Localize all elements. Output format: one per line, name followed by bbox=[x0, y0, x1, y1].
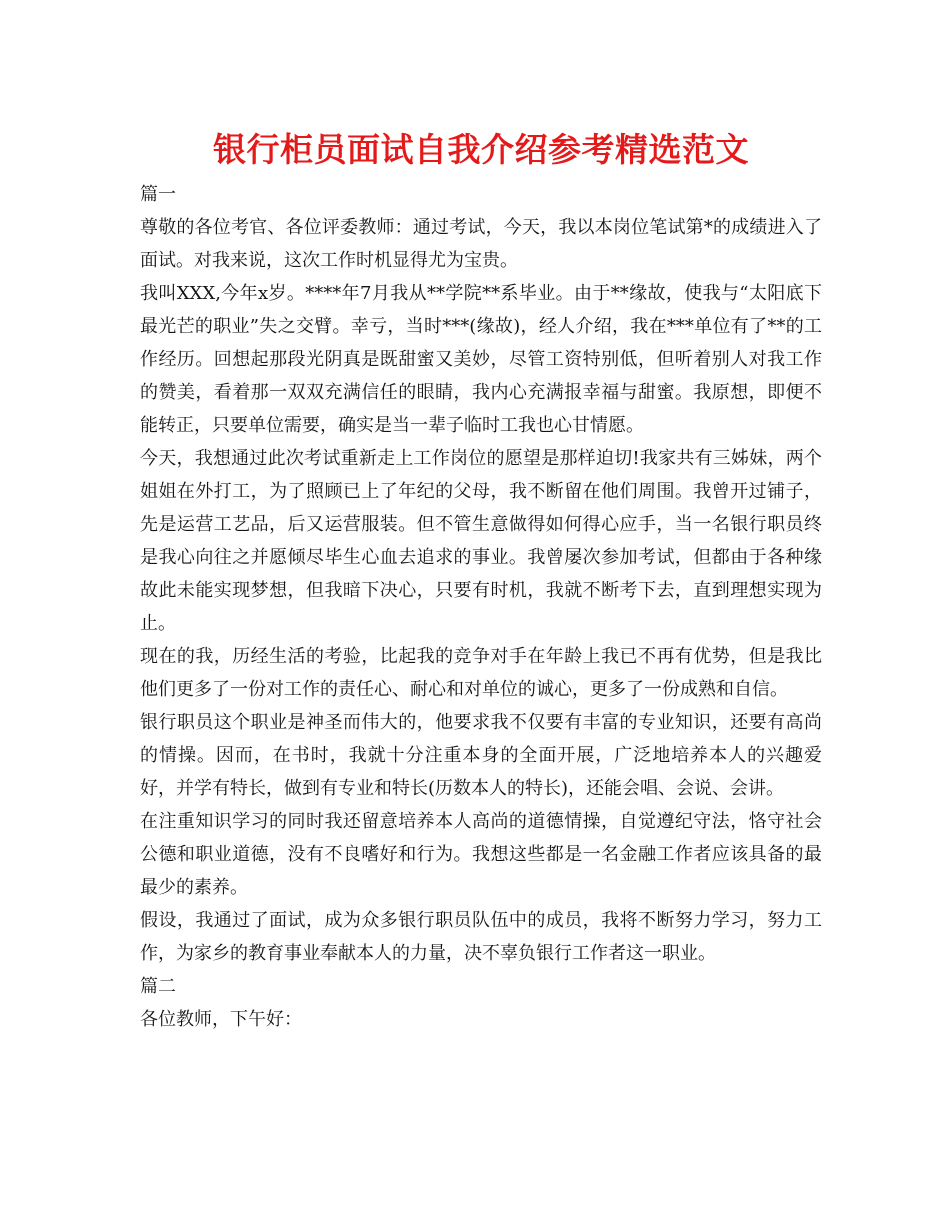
paragraph: 在注重知识学习的同时我还留意培养本人高尚的道德情操，自觉遵纪守法，恪守社会公德和职业道德，没有不良嗜好和行为。我想这些都是一名金融工作者应该具备的最最少的素养。 bbox=[140, 811, 822, 898]
paragraph: 各位教师，下午好： bbox=[140, 1009, 302, 1030]
document-title: 银行柜员面试自我介绍参考精选范文 bbox=[213, 130, 749, 169]
paragraph: 假设，我通过了面试，成为众多银行职员队伍中的成员，我将不断努力学习，努力工作，为家乡的教育事业奉献本人的力量，决不辜负银行工作者这一职业。 bbox=[140, 910, 822, 964]
paragraph: 尊敬的各位考官、各位评委教师：通过考试，今天，我以本岗位笔试第*的成绩进入了面试。对我来说，这次工作时机显得尤为宝贵。 bbox=[140, 217, 822, 271]
paragraph: 我叫XXX,今年x岁。****年7月我从**学院**系毕业。由于**缘故，使我与“太阳底下最光芒的职业”失之交臂。幸亏，当时***(缘故)，经人介绍，我在***单位有了**的工作经历。回想起那段光阴真是既甜蜜又美妙，尽管工资特别低，但听着别人对我工作的赞美，看着那一双双充满信任的眼睛，我内心充满报幸福与甜蜜。我原想，即便不能转正，只要单位需要，确实是当一辈子临时工我也心甘情愿。 bbox=[140, 283, 822, 436]
paragraph: 今天，我想通过此次考试重新走上工作岗位的愿望是那样迫切!我家共有三姊妹，两个姐姐在外打工，为了照顾已上了年纪的父母，我不断留在他们周围。我曾开过铺子，先是运营工艺品，后又运营服装。但不管生意做得如何得心应手，当一名银行职员终是我心向往之并愿倾尽毕生心血去追求的事业。我曾屡次参加考试，但都由于各种缘故此未能实现梦想，但我暗下决心，只要有时机，我就不断考下去，直到理想实现为止。 bbox=[140, 448, 822, 634]
section-heading-1: 篇一 bbox=[140, 184, 176, 205]
paragraph: 现在的我，历经生活的考验，比起我的竞争对手在年龄上我已不再有优势，但是我比他们更多了一份对工作的责任心、耐心和对单位的诚心，更多了一份成熟和自信。 bbox=[140, 646, 822, 700]
document-body bbox=[140, 178, 822, 1036]
section-heading-2: 篇二 bbox=[140, 976, 176, 997]
paragraph: 银行职员这个职业是神圣而伟大的，他要求我不仅要有丰富的专业知识，还要有高尚的情操。因而，在书时，我就十分注重本身的全面开展，广泛地培养本人的兴趣爱好，并学有特长，做到有专业和特长(历数本人的特长)，还能会唱、会说、会讲。 bbox=[140, 712, 822, 799]
